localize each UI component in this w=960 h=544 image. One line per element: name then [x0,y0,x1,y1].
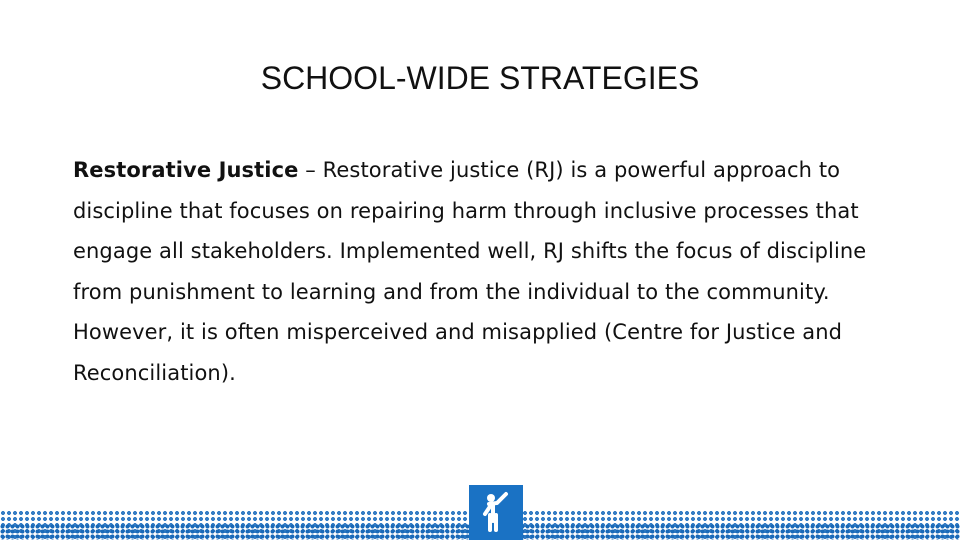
slide-title: SCHOOL-WIDE STRATEGIES [260,60,700,96]
person-raising-arm-icon [469,485,523,540]
definition: – Restorative justice (RJ) is a powerful approach to discipline that focuses on repairing harm through inclusive processes that engage all stakeholders. Implemented well, RJ shifts the focus of discipline from punishment to learning and from the individual to the community. However, it is often misperceived and misapplied (Centre for Justice and Reconciliation). [73,158,867,385]
slide-body [73,150,893,393]
logo [469,485,523,540]
term: Restorative Justice [73,158,299,182]
